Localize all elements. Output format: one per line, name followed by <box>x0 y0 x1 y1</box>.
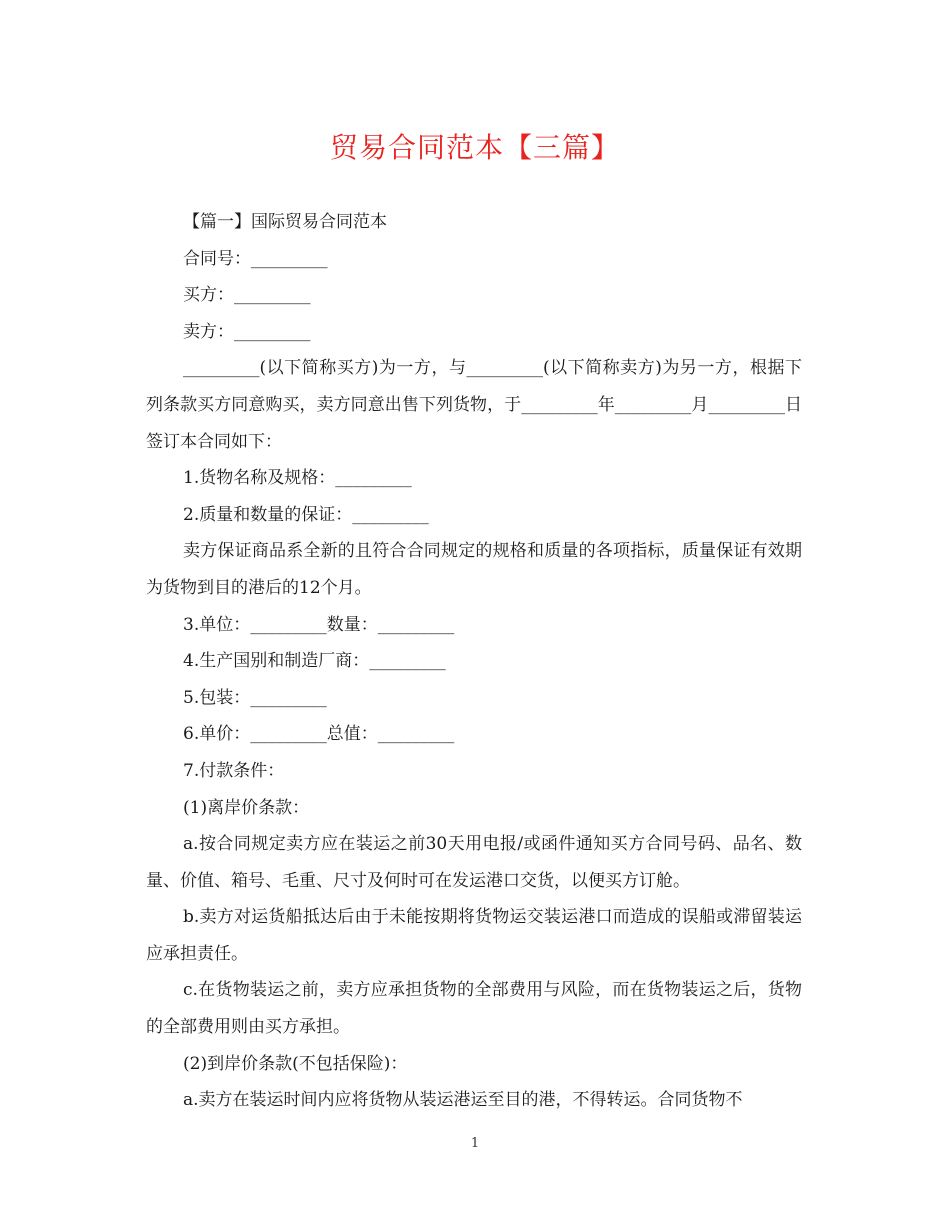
subclause-fob: (1)离岸价条款： <box>183 797 310 818</box>
contract-number-field: 合同号：_________ <box>183 248 328 269</box>
clause-packing: 5.包装：_________ <box>183 687 327 708</box>
page-number: 1 <box>470 1136 480 1151</box>
quality-guarantee-paragraph: 卖方保证商品系全新的且符合合同规定的规格和质量的各项指标，质量保证有效期为货物到目的港后的12个月。 <box>146 541 802 598</box>
document-title: 贸易合同范本【三篇】 <box>329 131 620 164</box>
clause-goods-name: 1.货物名称及规格：_________ <box>183 468 412 489</box>
document-body <box>146 204 802 1119</box>
clause-price: 6.单价：_________总值：_________ <box>183 724 455 745</box>
seller-field: 卖方：_________ <box>183 321 311 342</box>
fob-item-b: b.卖方对运货船抵达后由于未能按期将货物运交装运港口而造成的误船或滞留装运应承担责任。 <box>146 907 802 964</box>
clause-country-manufacturer: 4.生产国别和制造厂商：_________ <box>183 651 446 672</box>
fob-item-c: c.在货物装运之前，卖方应承担货物的全部费用与风险，而在货物装运之后，货物的全部费用则由买方承担。 <box>146 980 802 1038</box>
clause-payment-terms: 7.付款条件： <box>183 760 285 781</box>
buyer-field: 买方：_________ <box>183 285 311 306</box>
section-heading: 【篇一】国际贸易合同范本 <box>183 212 387 232</box>
preamble-paragraph: _________(以下简称买方)为一方，与_________(以下简称卖方)为另一方，根据下列条款买方同意购买，卖方同意出售下列货物，于_________年_________月_________日签订本合同如下： <box>146 358 802 452</box>
cfr-item-a: a.卖方在装运时间内应将货物从装运港运至目的港，不得转运。合同货物不 <box>183 1090 743 1111</box>
fob-item-a: a.按合同规定卖方应在装运之前30天用电报/或函件通知买方合同号码、品名、数量、价值、箱号、毛重、尺寸及何时可在发运港口交货，以便买方订舱。 <box>146 834 802 891</box>
subclause-cfr: (2)到岸价条款(不包括保险)： <box>183 1053 408 1074</box>
clause-quality-guarantee: 2.质量和数量的保证：_________ <box>183 504 429 525</box>
clause-unit-quantity: 3.单位：_________数量：_________ <box>183 614 455 635</box>
